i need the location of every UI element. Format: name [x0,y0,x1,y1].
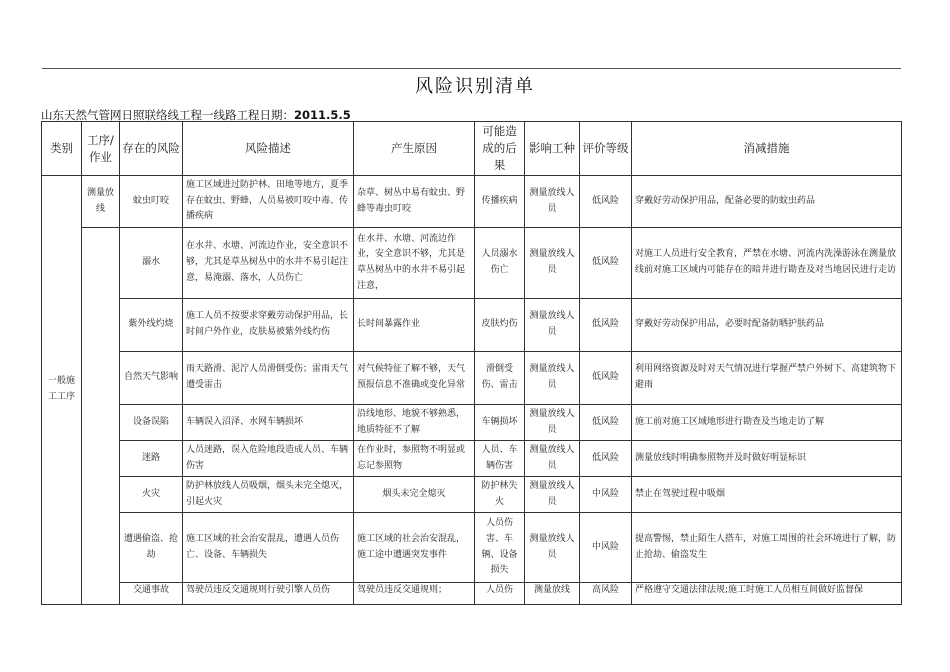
header-risk: 存在的风险 [120,122,183,176]
measure-cell: 测量放线时明确参照物并及时做好明显标识 [632,441,902,477]
risk-cell: 自然天气影响 [120,352,183,405]
result-cell: 皮肤灼伤 [475,299,525,352]
level-cell: 低风险 [580,405,632,441]
description-cell: 施工人员不按要求穿戴劳动保护用品，长时间户外作业，皮肤易被紫外线灼伤 [183,299,354,352]
measure-cell: 穿戴好劳动保护用品，必要时配备防晒护肤药品 [632,299,902,352]
risk-cell: 交通事故 [120,583,183,605]
measure-cell: 提高警惕，禁止陌生人搭车，对施工周围的社会环境进行了解，防止抢劫、偷盗发生 [632,513,902,583]
description-cell: 施工区域进过防护林、田地等地方，夏季存在蚊虫、野蜂，人员易被叮咬中毒、传播疾病 [183,176,354,228]
header-measure: 消减措施 [632,122,902,176]
measure-cell: 对施工人员进行安全教育，严禁在水塘、河流内洗澡游泳在测量放线前对施工区域内可能存在的暗井进行勘查及对当地居民进行走访 [632,228,902,299]
measure-cell: 严格遵守交通法律法规;施工时施工人员相互间做好监督保 [632,583,902,605]
header-cause: 产生原因 [354,122,475,176]
header-level: 评价等级 [580,122,632,176]
result-cell: 防护林失火 [475,477,525,513]
table-row [42,477,902,513]
description-cell: 车辆误入沼泽、水网车辆损坏 [183,405,354,441]
header-category: 类别 [42,122,82,176]
project-date: 2011.5.5 [294,108,351,122]
result-cell: 人员溺水伤亡 [475,228,525,299]
cause-cell: 施工区域的社会治安混乱，施工途中遭遇突发事件 [354,513,475,583]
result-cell: 人员伤 [475,583,525,605]
table-row [42,583,902,605]
worker-cell: 测量放线 [525,583,580,605]
table-row [42,176,902,228]
result-cell: 人员伤害、车辆、设备损失 [475,513,525,583]
description-cell: 驾驶员违反交通规则行驶引擎人员伤 [183,583,354,605]
table-row [42,228,902,299]
table-row [42,405,902,441]
cause-cell: 在水井、水塘、河流边作业，安全意识不够，尤其是草丛树丛中的水井不易引起注意， [354,228,475,299]
description-cell: 人员迷路，误入危险地段造成人员、车辆伤害 [183,441,354,477]
level-cell: 低风险 [580,176,632,228]
worker-cell: 测量放线人员 [525,228,580,299]
page-title: 风险识别清单 [415,76,535,97]
process-cell-empty [82,228,120,605]
measure-cell: 穿戴好劳动保护用品，配备必要的防蚊虫药品 [632,176,902,228]
level-cell: 低风险 [580,441,632,477]
description-cell: 防护林放线人员吸烟，烟头未完全熄灭，引起火灾 [183,477,354,513]
header-process: 工序/作业 [82,122,120,176]
table-row [42,299,902,352]
level-cell: 低风险 [580,228,632,299]
result-cell: 车辆损坏 [475,405,525,441]
description-cell: 施工区域的社会治安混乱，遭遇人员伤亡、设备、车辆损失 [183,513,354,583]
table-header-row [42,122,902,176]
result-cell: 传播疾病 [475,176,525,228]
measure-cell: 利用网络资源及时对天气情况进行掌握严禁户外树下、高建筑物下避雨 [632,352,902,405]
category-cell: 一般施工工序 [42,176,82,605]
level-cell: 低风险 [580,299,632,352]
header-worker: 影响工种 [525,122,580,176]
level-cell: 中风险 [580,477,632,513]
worker-cell: 测量放线人员 [525,299,580,352]
cause-cell: 杂草、树丛中易有蚊虫、野蜂等毒虫叮咬 [354,176,475,228]
level-cell: 高风险 [580,583,632,605]
risk-cell: 遭遇偷盗、抢劫 [120,513,183,583]
project-name: 山东天然气管网日照联络线工程一线路工程日期： [41,108,294,122]
level-cell: 低风险 [580,352,632,405]
risk-cell: 紫外线灼烧 [120,299,183,352]
cause-cell: 沿线地形、地貌不够熟悉，地质特征不了解 [354,405,475,441]
risk-table [41,121,902,605]
worker-cell: 测量放线人员 [525,405,580,441]
header-result: 可能造成的后果 [475,122,525,176]
worker-cell: 测量放线人员 [525,176,580,228]
description-cell: 雨天路滑、泥泞人员滑倒受伤；雷雨天气遭受雷击 [183,352,354,405]
cause-cell: 烟头未完全熄灭 [354,477,475,513]
process-cell: 测量放线 [82,176,120,228]
cause-cell: 对气候特征了解不够，天气预报信息不准确或变化异常 [354,352,475,405]
level-cell: 中风险 [580,513,632,583]
risk-cell: 火灾 [120,477,183,513]
table-row [42,441,902,477]
table-row [42,513,902,583]
cause-cell: 在作业时，参照物不明显或忘记参照物 [354,441,475,477]
worker-cell: 测量放线人员 [525,477,580,513]
risk-cell: 设备误陷 [120,405,183,441]
table-row [42,352,902,405]
risk-cell: 蚊虫叮咬 [120,176,183,228]
risk-cell: 溺水 [120,228,183,299]
measure-cell: 禁止在驾驶过程中吸烟 [632,477,902,513]
worker-cell: 测量放线人员 [525,441,580,477]
description-cell: 在水井、水塘、河流边作业，安全意识不够，尤其是草丛树丛中的水井不易引起注意，易淹溺、落水，人员伤亡 [183,228,354,299]
header-description: 风险描述 [183,122,354,176]
measure-cell: 施工前对施工区域地形进行勘查及当地走访了解 [632,405,902,441]
result-cell: 滑倒受伤、雷击 [475,352,525,405]
result-cell: 人员、车辆伤害 [475,441,525,477]
worker-cell: 测量放线人员 [525,513,580,583]
worker-cell: 测量放线人员 [525,352,580,405]
header-rule [42,68,901,69]
cause-cell: 长时间暴露作业 [354,299,475,352]
cause-cell: 驾驶员违反交通规则； [354,583,475,605]
risk-cell: 迷路 [120,441,183,477]
